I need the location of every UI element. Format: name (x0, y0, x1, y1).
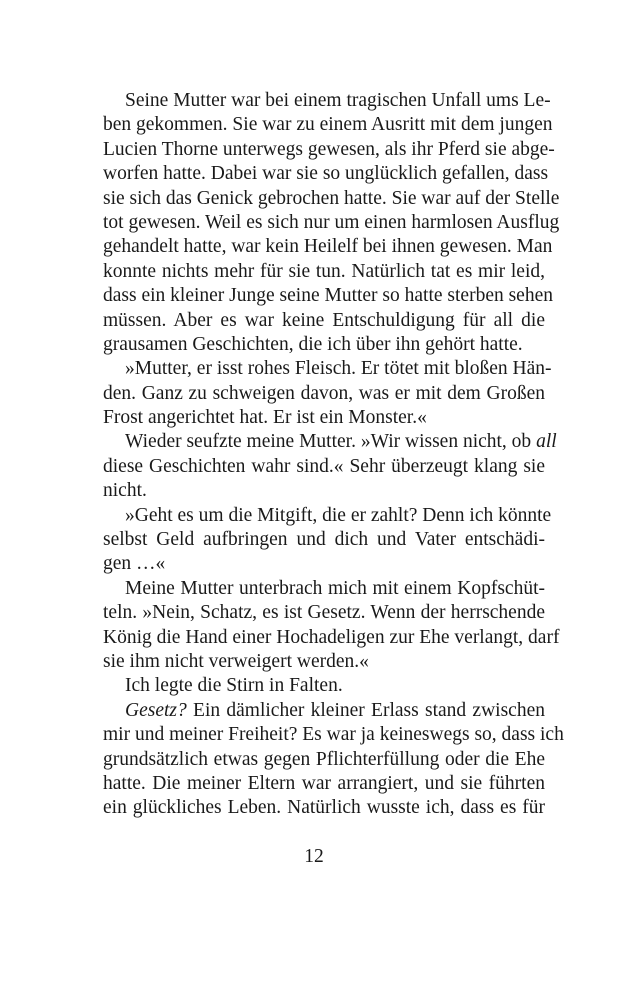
page-body (103, 89, 564, 821)
text-line: hatte. Die meiner Eltern war arrangiert, und sie führten (103, 772, 545, 794)
page-number: 12 (304, 846, 324, 867)
text-line: tot gewesen. Weil es sich nur um einen harmlosen Ausflug (103, 211, 560, 233)
text-line: selbst Geld aufbringen und dich und Vater entschädi- (103, 529, 545, 551)
italic-text: Gesetz? (125, 699, 187, 721)
text-line: Seine Mutter war bei einem tragischen Unfall ums Le- (125, 90, 551, 111)
text-line (103, 430, 557, 454)
text-line: Lucien Thorne unterwegs gewesen, als ihr Pferd sie abge- (103, 138, 555, 160)
text-line: grausamen Geschichten, die ich über ihn gehört hatte. (103, 333, 523, 355)
text-line: den. Ganz zu schweigen davon, was er mit dem Großen (103, 382, 545, 404)
text-line: »Mutter, er isst rohes Fleisch. Er tötet mit bloßen Hän- (125, 358, 552, 380)
text-line: konnte nichts mehr für sie tun. Natürlich tat es mir leid, (103, 260, 545, 282)
text-line: gehandelt hatte, war kein Heilelf bei ihnen gewesen. Man (103, 236, 553, 258)
text-line: Frost angerichtet hat. Er ist ein Monster.« (103, 407, 427, 429)
text-line: »Geht es um die Mitgift, die er zahlt? Denn ich könnte (125, 504, 552, 526)
text-line: Meine Mutter unterbrach mich mit einem Kopfschüt- (125, 577, 545, 599)
text-line: grundsätzlich etwas gegen Pflichterfüllung oder die Ehe (103, 748, 545, 770)
text-line: nicht. (103, 480, 147, 502)
text-line: worfen hatte. Dabei war sie so unglücklich gefallen, dass (103, 163, 549, 185)
text-line: ben gekommen. Sie war zu einem Ausritt mit dem jungen (103, 114, 553, 136)
text-line: dass ein kleiner Junge seine Mutter so hatte sterben sehen (103, 285, 553, 307)
text-line: müssen. Aber es war keine Entschuldigung für all die (103, 309, 545, 331)
italic-text: all (536, 431, 557, 453)
text-span: Wieder seufzte meine Mutter. »Wir wissen nicht, ob (125, 431, 537, 453)
text-line: diese Geschichten wahr sind.« Sehr überzeugt klang sie (103, 455, 545, 477)
text-line: teln. »Nein, Schatz, es ist Gesetz. Wenn der herrschende (103, 602, 545, 624)
text-line: Ich legte die Stirn in Falten. (125, 675, 343, 697)
text-line (103, 699, 545, 723)
text-line: sie sich das Genick gebrochen hatte. Sie war auf der Stelle (103, 187, 560, 209)
text-line: ein glückliches Leben. Natürlich wusste ich, dass es für (103, 797, 545, 819)
text-line: mir und meiner Freiheit? Es war ja keineswegs so, dass ich (103, 724, 564, 746)
text-line: sie ihm nicht verweigert werden.« (103, 650, 369, 672)
text-line: König die Hand einer Hochadeligen zur Ehe verlangt, darf (103, 626, 560, 648)
text-line: gen …« (103, 553, 166, 575)
text-span: Ein dämlicher kleiner Erlass stand zwischen (186, 699, 545, 721)
